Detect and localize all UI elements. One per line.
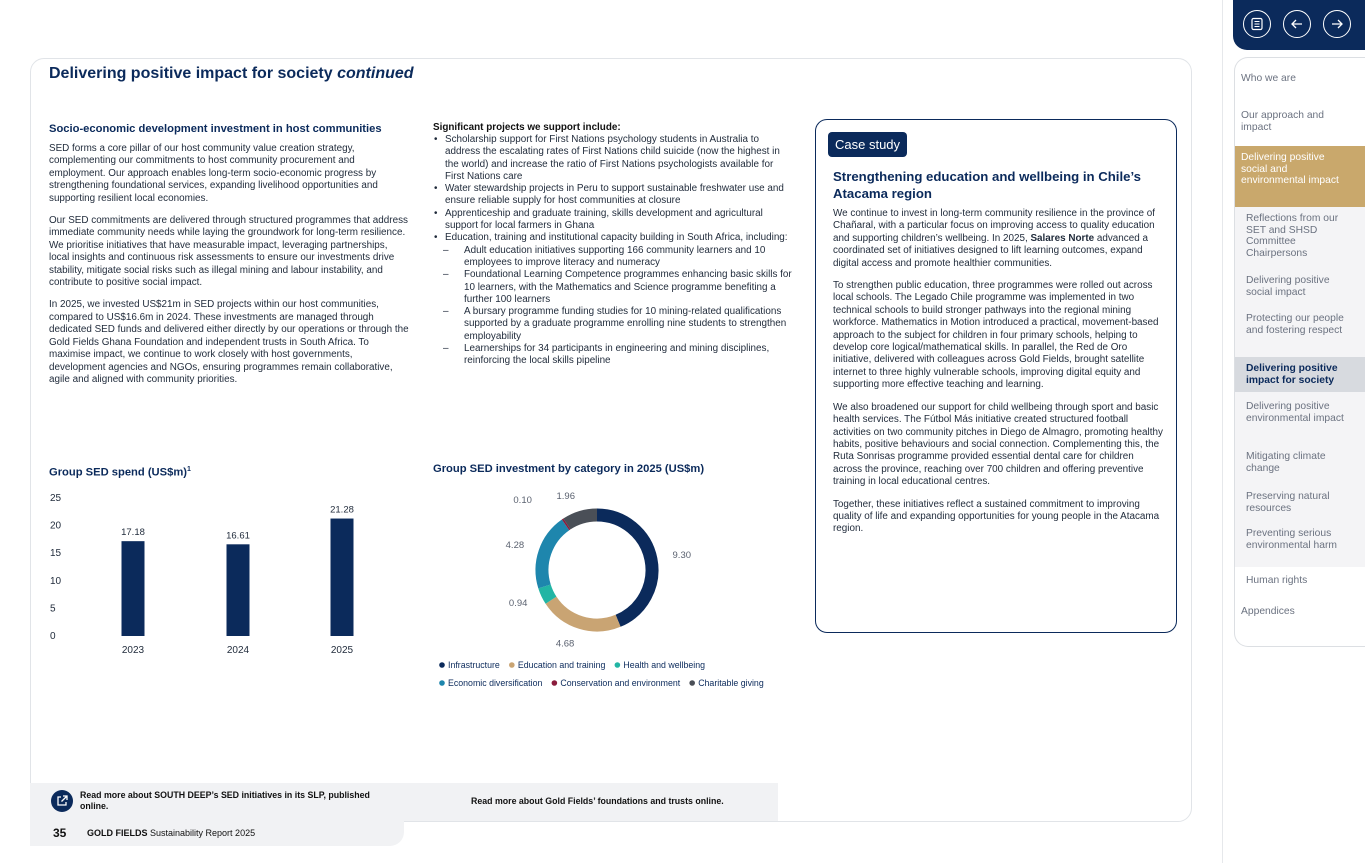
legend-label: Conservation and environment	[560, 678, 681, 688]
bar-value-label: 21.28	[330, 504, 354, 516]
legend-swatch	[552, 680, 558, 686]
slice-value-label: 0.94	[508, 597, 528, 609]
south-deep-link[interactable]: Read more about SOUTH DEEP’s SED initiatives in its SLP, published online.	[80, 790, 370, 811]
sidebar-item-reflections[interactable]: Reflections from our SET and SHSD Committee Chairpersons	[1235, 207, 1365, 263]
bar-value-label: 16.61	[226, 530, 250, 542]
paragraph: Our SED commitments are delivered through structured programmes that address immediate community needs while laying the groundwork for long-term resilience. We prioritise initiatives that have measurable impact, leveraging partnerships, local insights and continuous risk assessments to ensure our investments drive stability, mitigate social risks such as illegal mining and labour instability, and contribute to positive social impact.	[49, 215, 408, 289]
sidebar-item-human-rights[interactable]: Human rights	[1246, 575, 1308, 586]
legend-label: Education and training	[517, 660, 606, 670]
list-item: • Scholarship support for First Nations psychology students in Australia to address the escalating rates of First Nations child suicide (now the highest in the world) and increase the ratio of First Nations psychologists available for First Nations care	[433, 134, 793, 183]
bar-value-label: 17.18	[121, 527, 145, 539]
sidebar-divider	[1222, 0, 1223, 863]
sub-list-item: – Adult education initiatives supporting 166 community learners and 10 employees to improve literacy and numeracy	[433, 245, 793, 270]
bar	[331, 519, 354, 636]
case-study-tag: Case study	[828, 132, 907, 157]
sidebar-item-who-we-are[interactable]: Who we are	[1241, 73, 1296, 84]
external-link-icon[interactable]	[51, 790, 73, 812]
paragraph: In 2025, we invested US$21m in SED projects within our host communities, compared to US$16.6m in 2024. These investments are managed through dedicated SED funds and delivered either directly by our operations or through the Gold Fields Ghana Foundation and independent trusts in South Africa. To maximise impact, we continue to work closely with host governments, development agencies and NGOs, ensuring programmes remain collaborative, agile and aligned with community priorities.	[49, 299, 409, 385]
y-tick-label: 20	[50, 520, 62, 532]
sub-list-item: – Foundational Learning Competence programmes enhancing basic skills for 10 learners, with the Mathematics and Science programme benefiting a further 100 learners	[433, 269, 793, 306]
legend-swatch	[689, 680, 695, 686]
legend-swatch	[439, 680, 445, 686]
paragraph: SED forms a core pillar of our host community value creation strategy, complementing our commitments to host community procurement and employment. Our approach enables long-term socio-economic progress by strengthening foundational services, expanding livelihood opportunities and supporting resilient local economies.	[49, 143, 378, 204]
donut-slice	[597, 515, 652, 621]
bar	[122, 541, 145, 636]
sub-list-item: – A bursary programme funding studies for 10 mining-related qualifications supported by a graduate programme enrolling nine students to strengthen employability	[433, 306, 793, 343]
slice-value-label: 0.10	[513, 495, 532, 507]
projects-lead: Significant projects we support include:	[433, 122, 621, 133]
section-heading: Socio-economic development investment in host communities	[49, 123, 382, 135]
y-tick-label: 5	[50, 603, 56, 615]
sidebar-item-environmental-impact[interactable]: Delivering positive environmental impact	[1235, 392, 1365, 443]
donut-slice	[545, 586, 552, 600]
donut-slice	[567, 515, 597, 524]
report-name: GOLD FIELDS Sustainability Report 2025	[87, 828, 256, 838]
sidebar-item-social-impact[interactable]: Delivering positive social impact	[1235, 263, 1365, 303]
donut-slice	[566, 524, 567, 525]
legend-swatch	[509, 662, 515, 668]
list-item: • Apprenticeship and graduate training, skills development and agricultural support for local farmers in Ghana	[433, 208, 793, 233]
sidebar-item-climate-change[interactable]: Mitigating climate change	[1235, 443, 1365, 485]
donut-chart	[433, 485, 793, 700]
donut-slice	[542, 525, 566, 587]
x-tick-label: 2025	[330, 645, 354, 656]
legend-swatch	[615, 662, 621, 668]
x-tick-label: 2023	[121, 645, 145, 656]
page-number: 35	[53, 826, 67, 840]
sidebar-item-natural-resources[interactable]: Preserving natural resources	[1235, 485, 1365, 522]
foundations-link[interactable]: Read more about Gold Fields’ foundations and trusts online.	[471, 796, 724, 806]
x-tick-label: 2024	[226, 645, 250, 656]
y-tick-label: 10	[50, 575, 62, 587]
slice-value-label: 4.68	[555, 638, 575, 650]
list-item: • Education, training and institutional capacity building in South Africa, including:	[433, 232, 793, 244]
sub-list-item: – Learnerships for 34 participants in engineering and mining disciplines, reinforcing the local skills pipeline	[433, 343, 793, 368]
paragraph: We also broadened our support for child wellbeing through sport and basic health services. The Fútbol Más initiative created structured football activities on two community pitches in Diego de Almagro, promoting healthy habits, positive behaviours and social connection. Complementing this, the Ruta Sonrisas programme provided essential dental care for children across the province, reaching over 700 children and offering preventive training in local educational centres.	[833, 401, 1163, 488]
arrow-right-icon[interactable]	[1323, 10, 1351, 38]
legend-label: Charitable giving	[698, 678, 764, 688]
sidebar-item-impact-for-society[interactable]: Delivering positive impact for society	[1235, 357, 1365, 392]
arrow-left-icon[interactable]	[1283, 10, 1311, 38]
legend-label: Infrastructure	[448, 660, 500, 670]
slice-value-label: 1.96	[556, 491, 576, 503]
case-study-title: Strengthening education and wellbeing in Chile’s Atacama region	[833, 169, 1141, 201]
sidebar-item-delivering-positive-impact[interactable]: Delivering positive social and environmental impact	[1235, 146, 1365, 207]
bar-chart	[45, 488, 415, 663]
contents-icon[interactable]	[1243, 10, 1271, 38]
y-tick-label: 25	[50, 493, 62, 504]
donut-chart-title: Group SED investment by category in 2025 (US$m)	[433, 463, 705, 475]
paragraph: Together, these initiatives reflect a sustained commitment to improving quality of life and expanding opportunities for young people in the Atacama region.	[833, 498, 1160, 535]
y-tick-label: 0	[50, 631, 56, 642]
sidebar-item-appendices[interactable]: Appendices	[1241, 606, 1295, 617]
y-tick-label: 15	[50, 548, 62, 560]
projects-list	[433, 134, 793, 368]
paragraph: We continue to invest in long-term community resilience in the province of Chañaral, with a particular focus on improving access to quality education and supporting children’s wellbeing. In 2025, Salares Norte advanced a coordinated set of initiatives designed to lift learning outcomes, expand digital access and promote healthier communities.	[833, 208, 1156, 269]
legend-label: Economic diversification	[448, 678, 543, 688]
paragraph: To strengthen public education, three programmes were rolled out across local schools. The Legado Chile programme was implemented in two technical schools to build stronger pathways into the regional mining workforce. Mathematics in Motion introduced a practical, movement-based approach to the subject for children in four primary schools, helping to develop core logical/mathematical skills. In parallel, the Red de Oro initiative, delivered with colleagues across Gold Fields, brought satellite internet to three highly vulnerable schools, improving digital equity and supporting more effective teaching and learning.	[833, 280, 1159, 391]
middle-column	[433, 122, 793, 368]
left-column	[49, 122, 409, 386]
slice-value-label: 4.28	[505, 540, 525, 552]
sidebar-item-our-approach[interactable]: Our approach and impact	[1241, 110, 1325, 133]
case-study-box	[815, 119, 1177, 633]
bar-chart-title: Group SED spend (US$m)$^1$	[49, 466, 191, 479]
bar	[227, 544, 250, 636]
sidebar-nav-header	[1233, 0, 1365, 50]
donut-slice	[551, 600, 618, 625]
legend-swatch	[439, 662, 445, 668]
list-item: • Water stewardship projects in Peru to support sustainable freshwater use and ensure reliable supply for host communities at closure	[433, 183, 793, 208]
page-title: Delivering positive impact for society continued	[49, 65, 414, 82]
sidebar-item-protecting-people[interactable]: Protecting our people and fostering respect	[1235, 303, 1365, 357]
legend-label: Health and wellbeing	[623, 660, 706, 670]
case-study-body	[833, 208, 1163, 536]
slice-value-label: 9.30	[672, 549, 692, 561]
sidebar-item-environmental-harm[interactable]: Preventing serious environmental harm	[1235, 522, 1365, 567]
